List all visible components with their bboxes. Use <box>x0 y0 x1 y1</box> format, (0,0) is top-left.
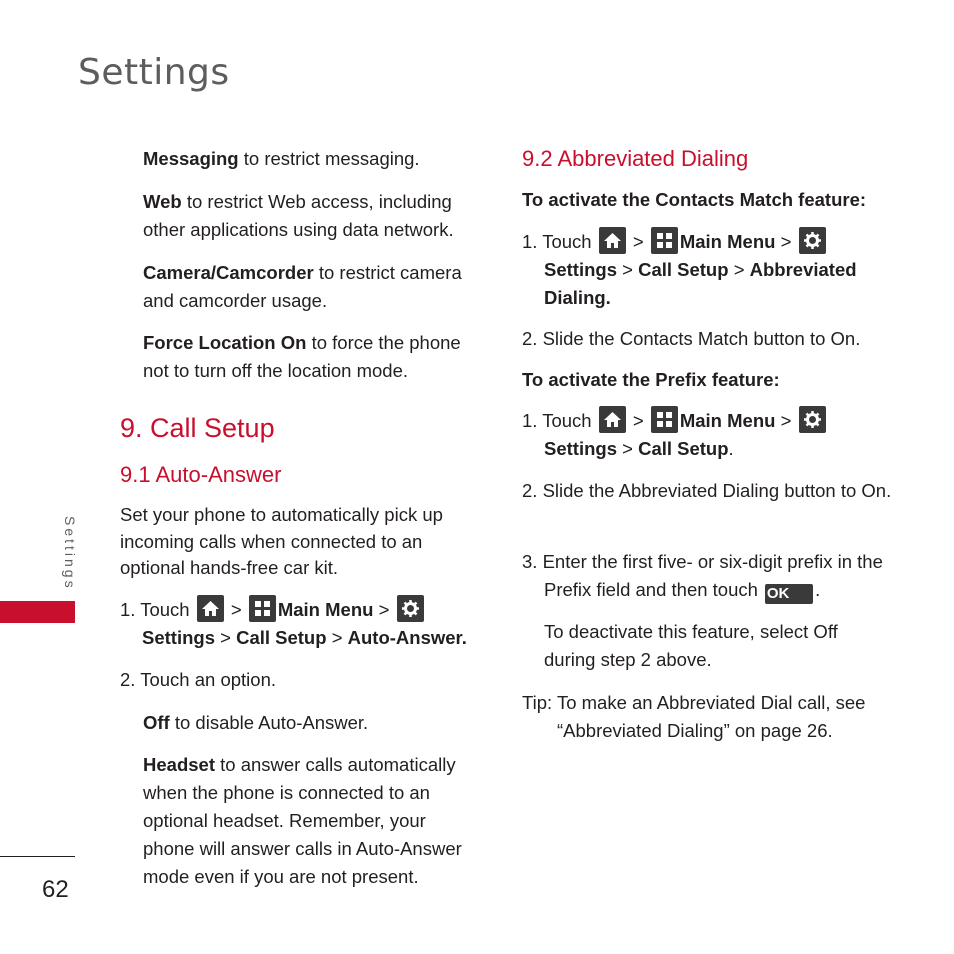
main-menu-icon <box>651 227 678 254</box>
settings-label: Settings <box>142 627 215 648</box>
separator: > <box>622 259 633 280</box>
period: . <box>728 438 734 459</box>
auto-answer-intro: Set your phone to automatically pick up incoming calls when connected to an optional hands-free car kit. <box>120 504 443 578</box>
tip-note: Tip: To make an Abbreviated Dial call, see “Abbreviated Dialing” on page 26. <box>522 692 866 741</box>
desc: to restrict Web access, including other applications using data network. <box>143 191 454 240</box>
location-item <box>143 329 473 385</box>
term: Web <box>143 191 182 212</box>
term: Off <box>143 712 170 733</box>
term: Force Location On <box>143 332 307 353</box>
prefix-step-2: 2. Slide the Abbreviated Dialing button to On. <box>522 480 892 501</box>
home-icon <box>599 406 626 433</box>
home-icon <box>599 227 626 254</box>
separator: > <box>220 627 231 648</box>
contacts-step-1 <box>522 227 884 312</box>
separator: > <box>230 599 242 620</box>
step-prefix: 1. Touch <box>120 599 190 620</box>
side-tab-bar <box>0 601 75 623</box>
term: Messaging <box>143 148 239 169</box>
separator: > <box>378 599 390 620</box>
gear-icon <box>799 406 826 433</box>
contacts-step-2: 2. Slide the Contacts Match button to On. <box>522 328 861 349</box>
step-text: 3. Enter the first five- or six-digit prefix in the Prefix field and then touch <box>522 551 883 600</box>
ok-button[interactable]: OK <box>765 584 813 604</box>
main-menu-icon <box>249 595 276 622</box>
main-menu-icon <box>651 406 678 433</box>
separator: > <box>622 438 633 459</box>
auto-answer-label: Auto-Answer. <box>347 627 467 648</box>
separator: > <box>780 231 792 252</box>
camera-item <box>143 259 473 315</box>
period: . <box>815 579 821 600</box>
desc: to disable Auto-Answer. <box>169 712 369 733</box>
separator: > <box>331 627 343 648</box>
deactivate-note: To deactivate this feature, select Off during step 2 above. <box>544 621 838 670</box>
subsection-title-abbreviated-dialing: 9.2 Abbreviated Dialing <box>522 146 749 171</box>
separator: > <box>632 231 644 252</box>
term: Camera/Camcorder <box>143 262 314 283</box>
side-tab-label: Settings <box>62 516 78 591</box>
call-setup-label: Call Setup <box>638 438 729 459</box>
desc: to force the phone not to turn off the location mode. <box>143 332 461 381</box>
desc: to answer calls automatically when the phone is connected to an optional headset. Remember, your phone will answer calls in Auto-Answer mode even if you are not present. <box>143 754 462 887</box>
off-option <box>143 709 473 737</box>
prefix-step-1 <box>522 406 884 463</box>
footer-rule <box>0 856 75 857</box>
page-title: Settings <box>78 52 230 93</box>
prefix-heading: To activate the Prefix feature: <box>522 369 780 390</box>
settings-label: Settings <box>544 259 617 280</box>
call-setup-label: Call Setup <box>638 259 729 280</box>
contacts-match-heading: To activate the Contacts Match feature: <box>522 189 867 210</box>
desc: to restrict messaging. <box>238 148 420 169</box>
messaging-item <box>143 145 473 173</box>
separator: > <box>632 410 644 431</box>
page-number: 62 <box>42 876 69 903</box>
prefix-step-3 <box>522 548 894 604</box>
subsection-title-auto-answer: 9.1 Auto-Answer <box>120 462 282 487</box>
main-menu-label: Main Menu <box>679 410 776 431</box>
gear-icon <box>397 595 424 622</box>
abbreviated-dialing-label: Abbreviated Dialing. <box>544 259 857 308</box>
step-prefix: 1. Touch <box>522 410 592 431</box>
section-title-call-setup: 9. Call Setup <box>120 413 275 443</box>
auto-answer-step-2: 2. Touch an option. <box>120 669 277 690</box>
auto-answer-step-1 <box>120 595 482 652</box>
call-setup-label: Call Setup <box>236 627 327 648</box>
term: Headset <box>143 754 215 775</box>
main-menu-label: Main Menu <box>679 231 776 252</box>
headset-option <box>143 751 465 891</box>
home-icon <box>197 595 224 622</box>
gear-icon <box>799 227 826 254</box>
web-item <box>143 188 473 244</box>
step-prefix: 1. Touch <box>522 231 592 252</box>
settings-label: Settings <box>544 438 617 459</box>
desc: to restrict camera and camcorder usage. <box>143 262 462 311</box>
main-menu-label: Main Menu <box>277 599 374 620</box>
separator: > <box>733 259 745 280</box>
separator: > <box>780 410 792 431</box>
